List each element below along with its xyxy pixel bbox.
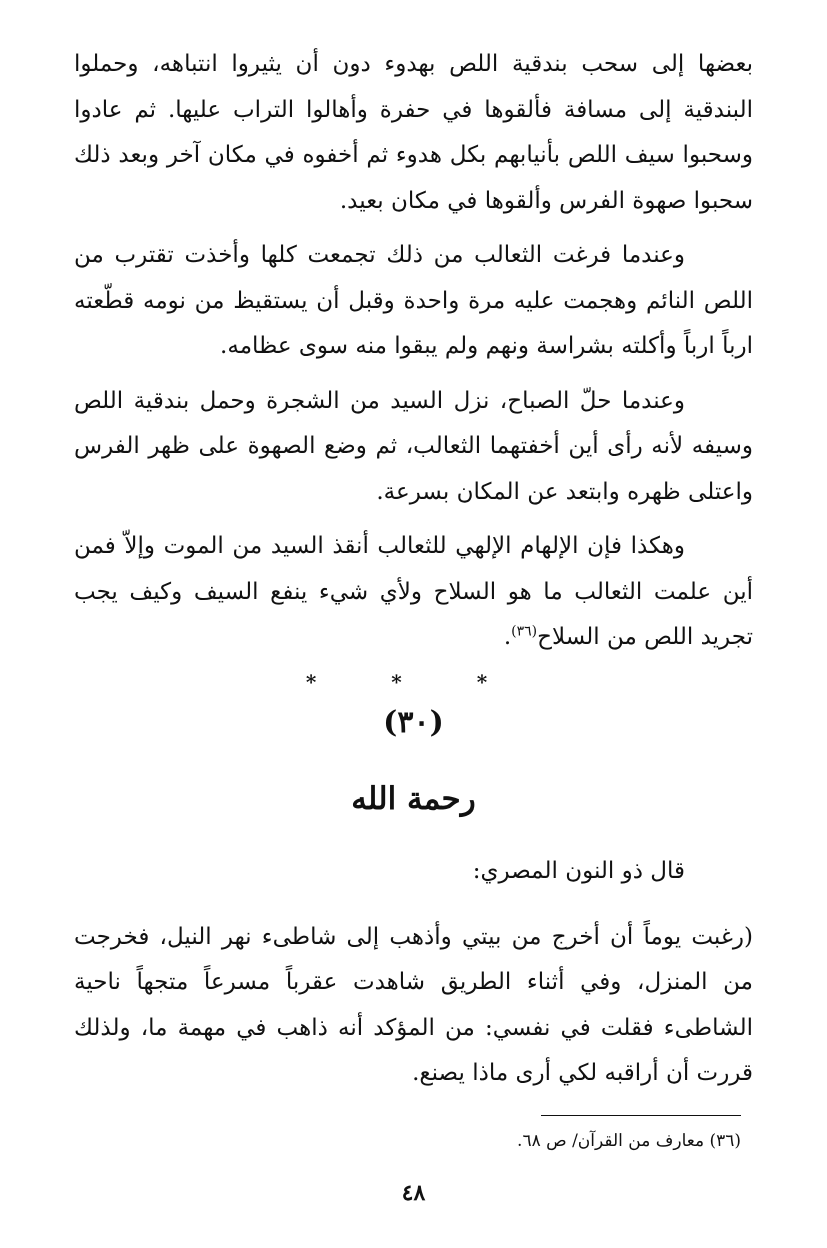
intro-line: قال ذو النون المصري: — [472, 858, 685, 884]
section-number: (٣٠) — [383, 705, 444, 740]
section-title: رحمة الله — [351, 781, 476, 817]
footnote-reference: (٣٦) — [511, 623, 538, 640]
section-text — [74, 849, 753, 1106]
paragraph-text: وهكذا فإن الإلهام الإلهي للثعالب أنقذ السيد من الموت وإلاّ فمن أين علمت الثعالب ما هو السلاح ولأي شيء ينفع السيف وكيف يجب تجريد اللص من السلاح — [74, 533, 753, 650]
story-text — [74, 42, 753, 670]
paragraph: وعندما حلّ الصباح، نزل السيد من الشجرة وحمل بندقية اللص وسيفه لأنه رأى أين أخفتهما الثعالب، ثم وضع الصهوة على ظهر الفرس واعتلى ظهره وابتعد عن المكان بسرعة. — [74, 387, 753, 505]
quote-paragraph: (رغبت يوماً أن أخرج من بيتي وأذهب إلى شاطىء نهر النيل، فخرجت من المنزل، وفي أثناء الطريق شاهدت عقرباً مسرعاً متجهاً ناحية الشاطىء فقلت في نفسي: من المؤكد أنه ذاهب في مهمة ما، ولذلك قررت أن أراقبه لكي أرى ماذا يصنع. — [74, 923, 753, 1086]
paragraph: بعضها إلى سحب بندقية اللص بهدوء دون أن يثيروا انتباهه، وحملوا البندقية إلى مسافة فألقوها في حفرة وأهالوا التراب عليها. ثم عادوا وسحبوا سيف اللص بأنيابهم بكل هدوء ثم أخفوه في مكان آخر وبعد ذلك سحبوا صهوة الفرس وألقوها في مكان بعيد. — [74, 51, 753, 214]
footnote-divider — [541, 1115, 741, 1116]
footnote: (٣٦) معارف من القرآن/ ص ٦٨. — [517, 1131, 741, 1151]
paragraph-end: . — [503, 624, 512, 650]
paragraph — [74, 524, 753, 661]
paragraph: وعندما فرغت الثعالب من ذلك تجمعت كلها وأخذت تقترب من اللص النائم وهجمت عليه مرة واحدة وقبل أن يستقيظ من نومه قطّعته ارباً ارباً وأكلته بشراسة ونهم ولم يبقوا منه سوى عظامه. — [74, 242, 753, 359]
page-number: ٤٨ — [401, 1180, 426, 1206]
section-separator: * * * — [305, 670, 522, 694]
